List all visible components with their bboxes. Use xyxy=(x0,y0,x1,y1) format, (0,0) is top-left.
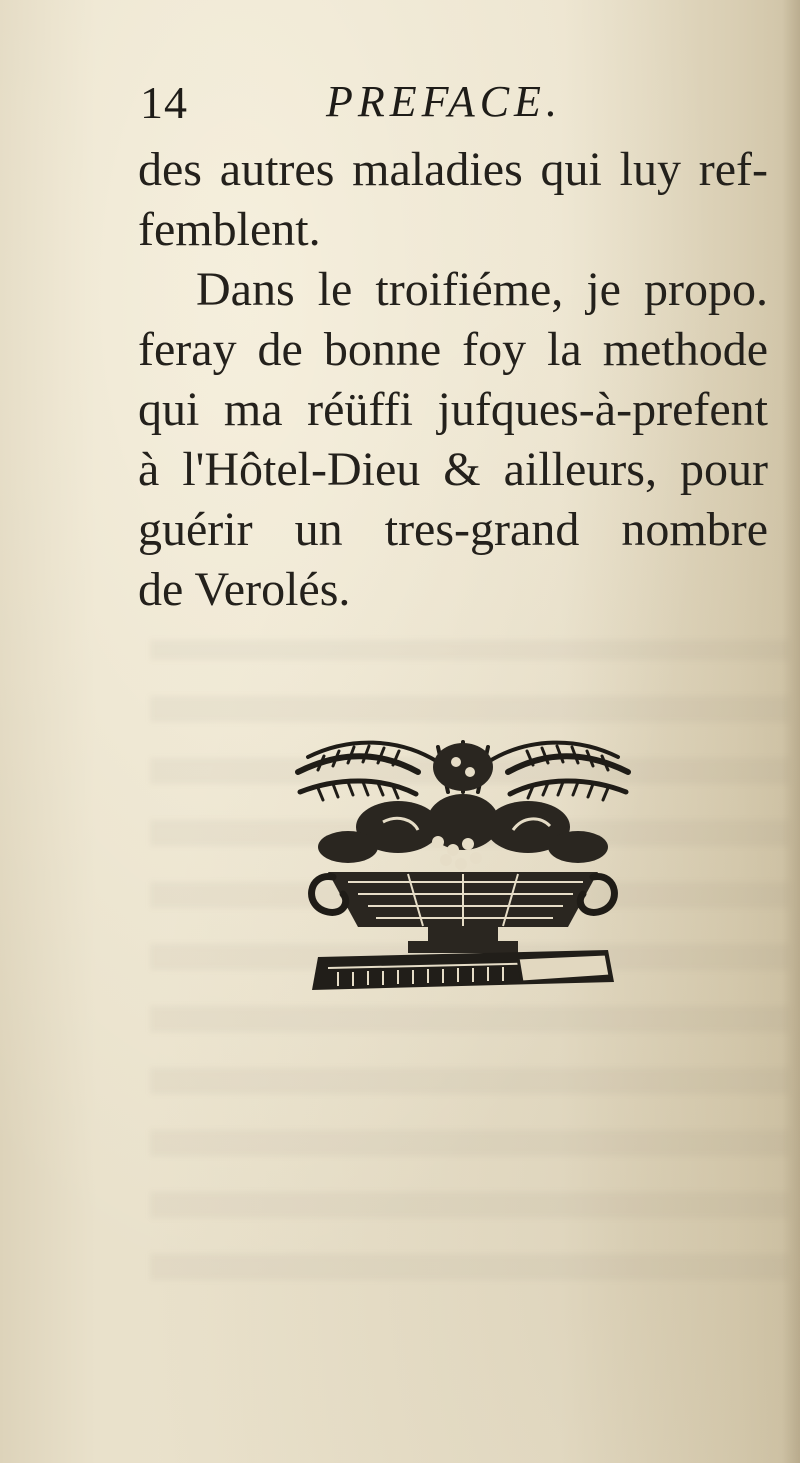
page-number: 14 xyxy=(140,77,188,128)
text-line: feray de bonne foy la methode xyxy=(138,323,768,376)
text-line: Dans le troifiéme, je propo. xyxy=(196,263,768,316)
running-title: PREFACE. xyxy=(326,77,562,126)
text-line: guérir un tres-grand nombre xyxy=(138,503,768,556)
page-header xyxy=(130,76,690,132)
text-line: qui ma réüffi jufques-à-prefent xyxy=(138,383,768,436)
body-text xyxy=(138,140,768,620)
text-line: à l'Hôtel-Dieu & ailleurs, pour xyxy=(138,443,768,496)
text-line: des autres maladies qui luy ref- xyxy=(138,143,768,196)
text-line: de Verolés. xyxy=(138,563,351,616)
page-edge-shadow xyxy=(782,0,800,1463)
text-line: femblent. xyxy=(138,203,321,256)
flower-basket-vase-woodcut-icon xyxy=(288,732,638,1004)
